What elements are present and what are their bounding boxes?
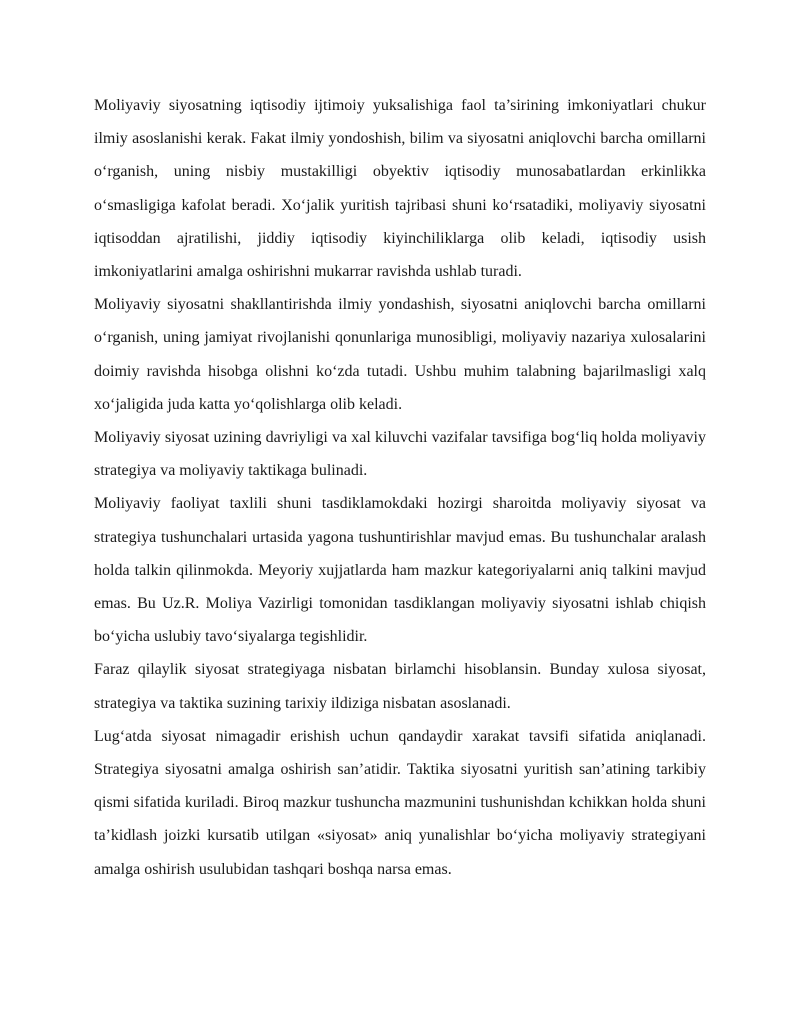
paragraph-5: Faraz qilaylik siyosat strategiyaga nisbatan birlamchi hisoblansin. Bunday xulosa siyosat, strategiya va taktika suzining tarixiy ildiziga nisbatan asoslanadi. [94, 661, 706, 712]
paragraph-4: Moliyaviy faoliyat taxlili shuni tasdiklamokdaki hozirgi sharoitda moliyaviy siyosat va strategiya tushunchalari urtasida yagona tushuntirishlar mavjud emas. Bu tushunchalar aralash holda talkin qilinmokda. Meyoriy xujjatlarda ham mazkur kategoriyalarni aniq talkini mavjud emas. Bu Uz.R. Moliya Vazirligi tomonidan tasdiklangan moliyaviy siyosatni ishlab chiqish bo‘yicha uslubiy tavo‘siyalarga tegishlidir. [94, 495, 706, 646]
paragraph-2: Moliyaviy siyosatni shakllantirishda ilmiy yondashish, siyosatni aniqlovchi barcha omillarni o‘rganish, uning jamiyat rivojlanishi qonunlariga munosibligi, moliyaviy nazariya xulosalarini doimiy ravishda hisobga olishni ko‘zda tutadi. Ushbu muhim talabning bajarilmasligi xalq xo‘jaligida juda katta yo‘qolishlarga olib keladi. [94, 296, 706, 413]
paragraph-1: Moliyaviy siyosatning iqtisodiy ijtimoiy yuksalishiga faol ta’sirining imkoniyatlari chukur ilmiy asoslanishi kerak. Fakat ilmiy yondoshish, bilim va siyosatni aniqlovchi barcha omillarni o‘rganish, uning nisbiy mustakilligi obyektiv iqtisodiy munosabatlardan erkinlikka o‘smasligiga kafolat beradi. Xo‘jalik yuritish tajribasi shuni ko‘rsatadiki, moliyaviy siyosatni iqtisoddan ajratilishi, jiddiy iqtisodiy kiyinchiliklarga olib keladi, iqtisodiy usish imkoniyatlarini amalga oshirishni mukarrar ravishda ushlab turadi. [94, 97, 706, 281]
document-page [94, 89, 706, 886]
paragraph-6: Lug‘atda siyosat nimagadir erishish uchun qandaydir xarakat tavsifi sifatida aniqlanadi. Strategiya siyosatni amalga oshirish san’atidir. Taktika siyosatni yuritish san’atining tarkibiy qismi sifatida kuriladi. Biroq mazkur tushuncha mazmunini tushunishdan kchikkan holda shuni ta’kidlash joizki kursatib utilgan «siyosat» aniq yunalishlar bo‘yicha moliyaviy strategiyani amalga oshirish usulubidan tashqari boshqa narsa emas. [94, 727, 706, 878]
paragraph-3: Moliyaviy siyosat uzining davriyligi va xal kiluvchi vazifalar tavsifiga bog‘liq holda moliyaviy strategiya va moliyaviy taktikaga bulinadi. [94, 429, 706, 480]
